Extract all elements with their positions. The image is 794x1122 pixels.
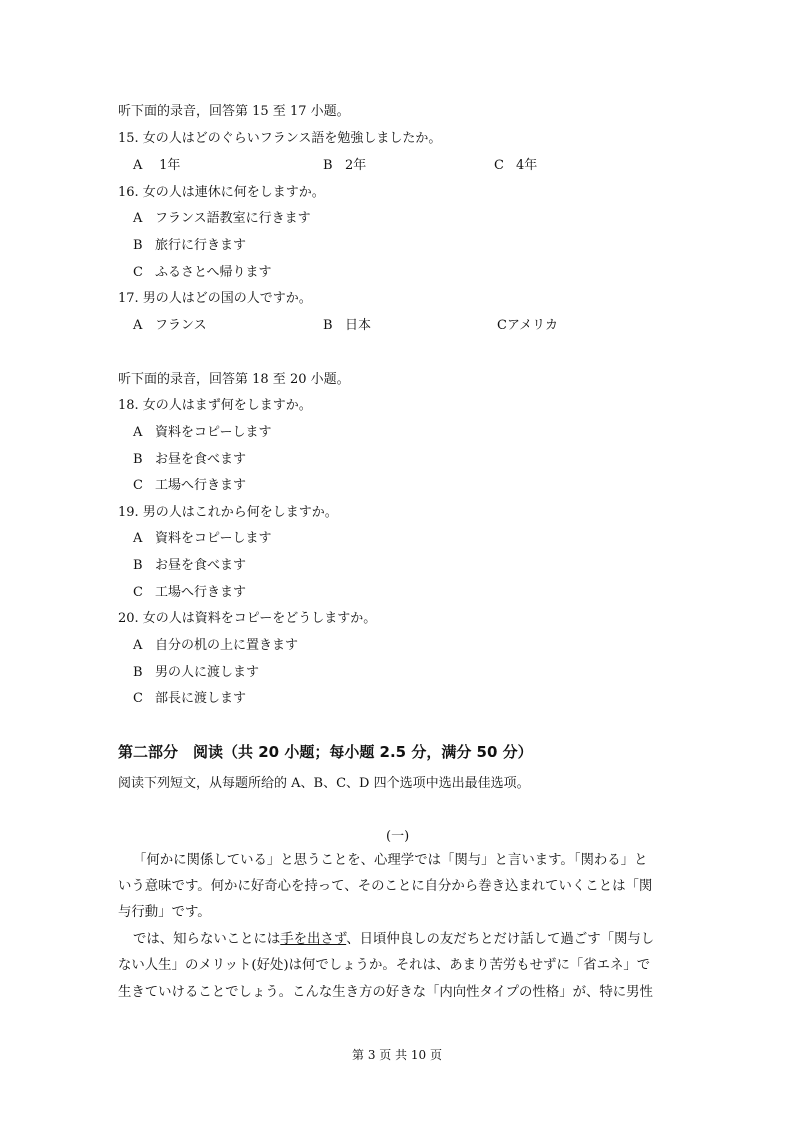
question-19: 19. 男の人はこれから何をしますか。 xyxy=(118,505,338,520)
q16-option-a-letter: A xyxy=(133,211,143,226)
q19-option-a-text: 資料をコピーします xyxy=(155,531,272,546)
q15-option-b-text: 2年 xyxy=(345,158,367,173)
q19-option-b-letter: B xyxy=(133,558,143,573)
q16-option-a xyxy=(133,211,311,227)
paragraph-1-line-3: 与行動」です。 xyxy=(118,905,211,920)
q20-option-b xyxy=(133,665,259,681)
q20-option-c-text: 部長に渡します xyxy=(155,691,247,706)
paragraph-2-line-1-post: 、日頃仲良しの友だちとだけ話して過ごす「関与し xyxy=(346,932,655,947)
q19-option-c-text: 工場へ行きます xyxy=(155,585,247,600)
paragraph-1-line-1: 「何かに関係している」と思うことを、心理学では「関与」と言います。「関わる」と xyxy=(133,853,648,868)
q15-option-c-text: 4年 xyxy=(516,158,538,173)
q20-option-a xyxy=(133,638,298,654)
paragraph-2-line-3: 生きていけることでしょう。こんな生き方の好きな「内向性タイプの性格」が、特に男性 xyxy=(118,985,653,1000)
question-15: 15. 女の人はどのぐらいフランス語を勉強しましたか。 xyxy=(118,131,442,146)
q16-option-b xyxy=(133,238,246,254)
paragraph-2-line-1-pre: では、知らないことには xyxy=(133,932,281,947)
q17-option-b-text: 日本 xyxy=(345,318,372,333)
q18-option-c xyxy=(133,478,246,494)
q15-option-b-letter: B xyxy=(323,158,333,173)
q20-option-c xyxy=(133,691,246,707)
passage-title: (一) xyxy=(386,829,410,844)
question-16: 16. 女の人は連休に何をしますか。 xyxy=(118,185,325,200)
question-18: 18. 女の人はまず何をしますか。 xyxy=(118,398,312,413)
q15-option-b xyxy=(323,158,366,174)
question-20: 20. 女の人は資料をコピーをどうしますか。 xyxy=(118,611,377,626)
q16-option-c-letter: C xyxy=(133,265,143,280)
question-17: 17. 男の人はどの国の人ですか。 xyxy=(118,291,312,306)
q18-option-c-text: 工場へ行きます xyxy=(155,478,247,493)
q16-option-c-text: ふるさとへ帰ります xyxy=(155,265,272,280)
q20-option-a-letter: A xyxy=(133,638,143,653)
paragraph-2-line-1 xyxy=(133,927,654,953)
q19-option-b-text: お昼を食べます xyxy=(155,558,247,573)
q18-option-a xyxy=(133,425,271,441)
q17-option-c: Cアメリカ xyxy=(497,318,559,333)
paragraph-2-line-2: ない人生」のメリット(好处)は何でしょうか。それは、あまり苦労もせずに「省エネ」で xyxy=(118,958,651,973)
q20-option-a-text: 自分の机の上に置きます xyxy=(155,638,299,653)
q19-option-c-letter: C xyxy=(133,585,143,600)
q18-option-b-text: お昼を食べます xyxy=(155,452,247,467)
page-footer: 第 3 页 共 10 页 xyxy=(352,1048,442,1062)
section-title: 第二部分 阅读（共 20 小题；每小题 2.5 分，满分 50 分） xyxy=(118,743,533,761)
q18-option-a-text: 資料をコピーします xyxy=(155,425,272,440)
q17-option-b xyxy=(323,318,371,334)
q18-option-b xyxy=(133,452,246,468)
q16-option-b-letter: B xyxy=(133,238,143,253)
paragraph-1-line-2: いう意味です。何かに好奇心を持って、そのことに自分から巻き込まれていくことは「関 xyxy=(118,879,653,894)
group2-intro: 听下面的录音，回答第 18 至 20 小题。 xyxy=(118,372,350,387)
q17-option-a-letter: A xyxy=(133,318,143,333)
q20-option-c-letter: C xyxy=(133,691,143,706)
group1-intro: 听下面的录音，回答第 15 至 17 小题。 xyxy=(118,104,350,119)
q15-option-a xyxy=(133,158,180,174)
q15-option-a-letter: A xyxy=(133,158,143,173)
q19-option-b xyxy=(133,558,246,574)
q16-option-c xyxy=(133,265,271,281)
q16-option-b-text: 旅行に行きます xyxy=(155,238,247,253)
section-instruction: 阅读下列短文，从每题所给的 A、B、C、D 四个选项中选出最佳选项。 xyxy=(118,776,530,791)
q15-option-a-text: 1年 xyxy=(155,158,181,173)
q17-option-a xyxy=(133,318,207,334)
q15-option-c-letter: C xyxy=(494,158,504,173)
q16-option-a-text: フランス語教室に行きます xyxy=(155,211,311,226)
q15-option-c xyxy=(494,158,537,174)
q19-option-c xyxy=(133,585,246,601)
q18-option-c-letter: C xyxy=(133,478,143,493)
q19-option-a xyxy=(133,531,271,547)
q20-option-b-text: 男の人に渡します xyxy=(155,665,260,680)
underlined-phrase: 手を出さず xyxy=(280,932,347,947)
q18-option-b-letter: B xyxy=(133,452,143,467)
q17-option-a-text: フランス xyxy=(155,318,207,333)
q18-option-a-letter: A xyxy=(133,425,143,440)
q17-option-b-letter: B xyxy=(323,318,333,333)
q19-option-a-letter: A xyxy=(133,531,143,546)
q20-option-b-letter: B xyxy=(133,665,143,680)
